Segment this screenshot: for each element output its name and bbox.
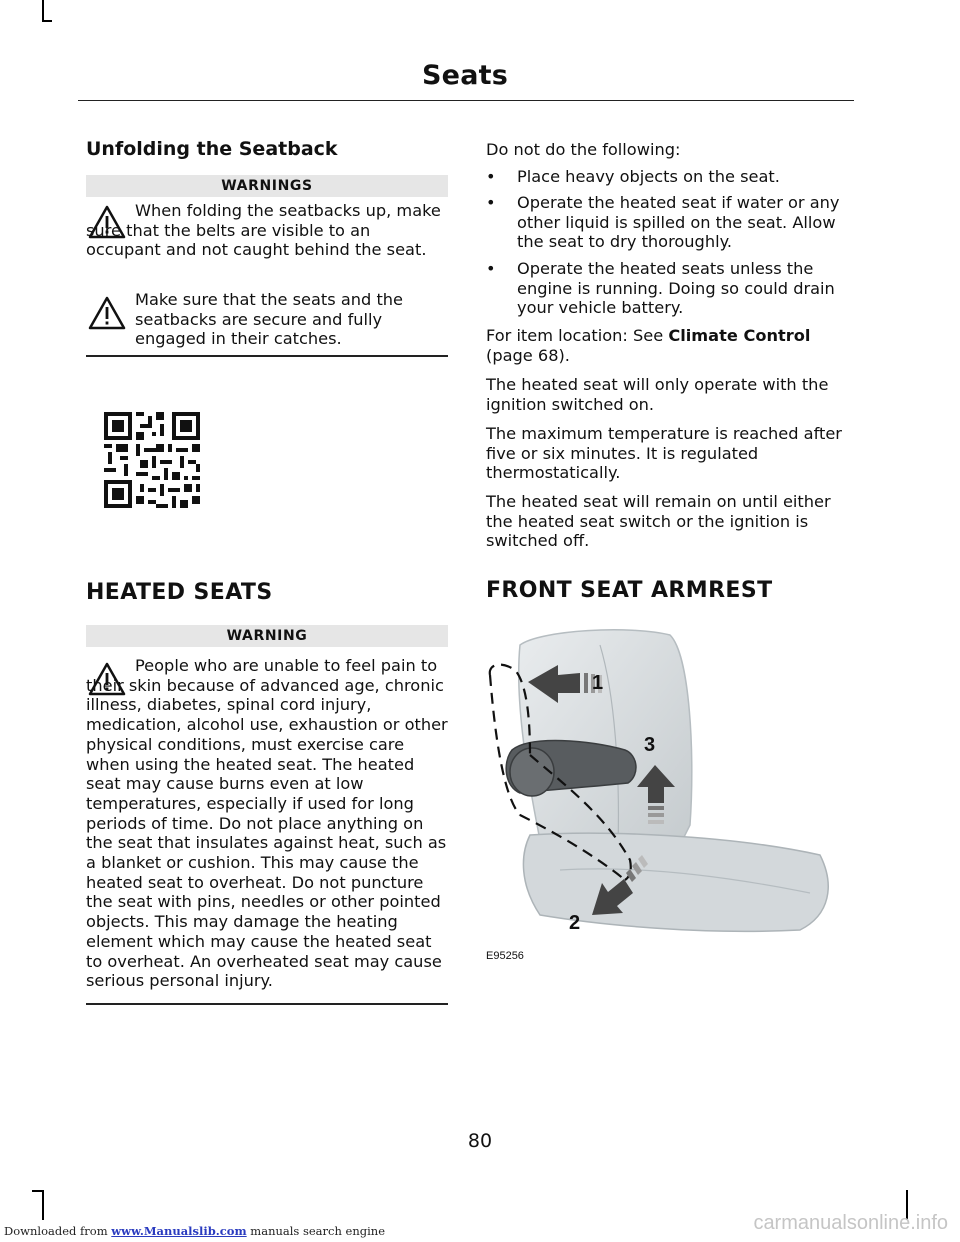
crop-mark [42,1190,44,1220]
qr-code [104,412,200,508]
figure-label-3: 3 [644,734,656,756]
list-item-text: Operate the heated seats unless the engine is running. Doing so could drain your vehicle battery. [517,259,835,318]
bullet-dot: • [486,259,496,278]
footer-suffix: manuals search engine [246,1224,386,1238]
bullet-dot: • [486,193,496,212]
footer-download-note [4,1224,385,1238]
list-item-text: Place heavy objects on the seat. [517,167,780,186]
warning-text-catches: Make sure that the seats and the seatbacks are secure and fully engaged in their catches. [135,290,404,349]
section-heading-heated-seats: HEATED SEATS [86,580,273,605]
crop-mark [42,0,44,20]
paragraph-remain-on: The heated seat will remain on until either the heated seat switch or the ignition is switched off. [486,492,831,551]
footer-prefix: Downloaded from [4,1224,112,1238]
warning-bar: WARNING [86,625,448,647]
warnings-bar: WARNINGS [86,175,448,197]
divider [86,1003,448,1005]
page-number: 80 [467,1130,493,1152]
paragraph-ignition: The heated seat will only operate with the ignition switched on. [486,375,829,414]
bullet-dot: • [486,167,496,186]
paragraph-temperature: The maximum temperature is reached after five or six minutes. It is regulated thermostatically. [486,424,842,483]
item-location-page: (page 68). [486,345,570,365]
warning-text-belts-content: When folding the seatbacks up, make sure that the belts are visible to an occupant and not caught behind the seat. [86,201,441,260]
warning-text-heated-seat [86,656,448,991]
warning-triangle-icon [88,296,126,330]
figure-label-2: 2 [569,912,581,934]
warning-text-belts [86,201,448,260]
item-location [486,326,856,365]
list-item [486,167,856,187]
divider [86,355,448,357]
list-item-text: Operate the heated seat if water or any other liquid is spilled on the seat. Allow the seat to dry thoroughly. [517,193,840,252]
list-item [486,193,856,253]
crop-mark [42,20,52,22]
item-location-prefix: For item location: See [486,326,669,345]
do-not-intro: Do not do the following: [486,140,681,159]
figure-label-1: 1 [592,672,604,694]
manualslib-link[interactable]: www.Manualslib.com [111,1224,247,1238]
page-title: Seats [422,60,508,91]
warning-text-heated-seat-content: People who are unable to feel pain to their skin because of advanced age, chronic illness, diabetes, spinal cord injury, medication, alcohol use, exhaustion or other physical conditions, must exercise care when using the heated seat. The heated seat may cause burns even at low temperatures, especially if used for long periods of time. Do not place anything on the seat that insulates against heat, such as a blanket or cushion. This may cause the heated seat to overheat. Do not puncture the seat with pins, needles or other pointed objects. This may damage the heating element which may cause the heated seat to overheat. An overheated seat may cause serious personal injury. [86,656,448,991]
section-heading-armrest: FRONT SEAT ARMREST [486,578,773,603]
page-header [78,60,854,101]
crop-mark [32,1190,42,1192]
armrest-illustration [480,615,856,965]
climate-control-link[interactable]: Climate Control [668,326,811,345]
watermark: carmanualsonline.info [753,1212,948,1234]
list-item [486,259,856,319]
figure-code: E95256 [486,950,524,962]
section-heading-unfolding: Unfolding the Seatback [86,138,338,160]
